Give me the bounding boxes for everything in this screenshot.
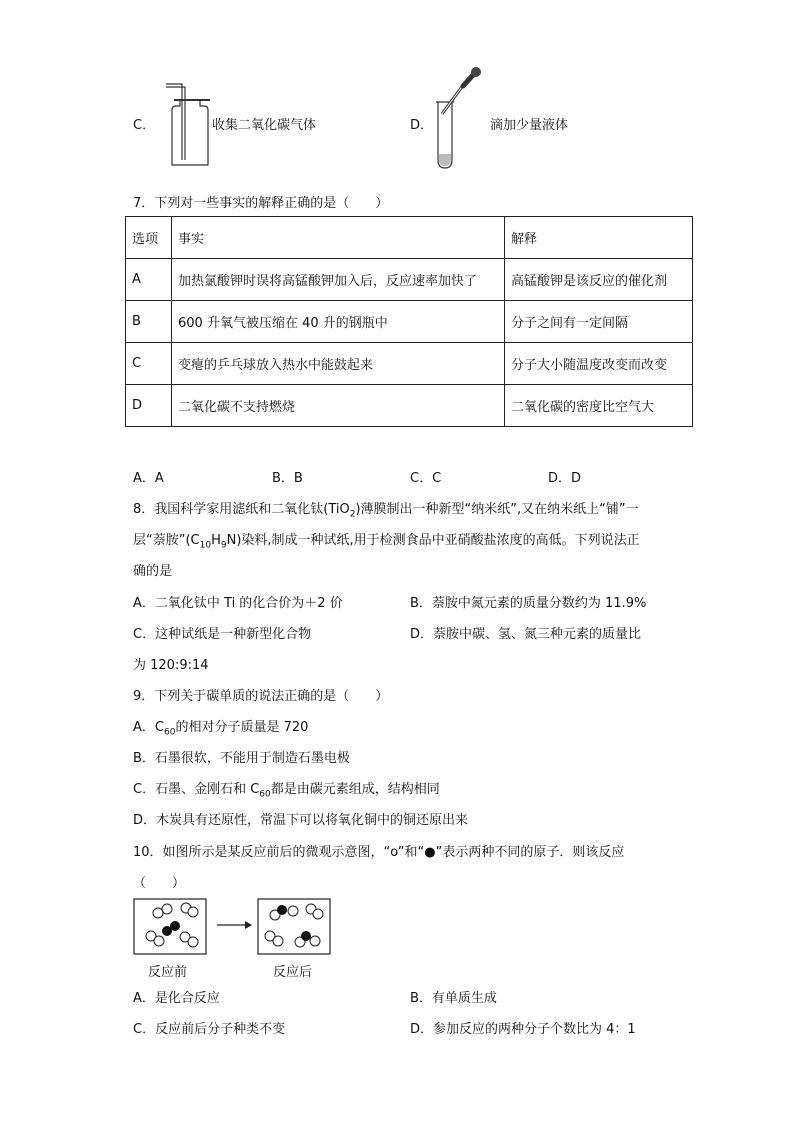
subscript: 60	[163, 727, 176, 738]
header-fact: 事实	[172, 217, 505, 259]
header-explanation: 解释	[505, 217, 693, 259]
label-after-reaction: 反应后	[273, 965, 313, 980]
q10-option-b: B．有单质生成	[410, 991, 497, 1006]
q8-option-c: C．这种试纸是一种新型化合物	[133, 627, 312, 642]
option-c-letter: C．	[133, 118, 156, 133]
q8-stem-line1	[133, 498, 639, 520]
q8-stem-line3: 确的是	[133, 564, 173, 579]
q7-option-b: B．B	[272, 471, 303, 486]
q7-option-c: C．C	[410, 471, 442, 486]
q9-text: 都是由碳元素组成，结构相同	[270, 782, 440, 797]
option-d-text: 滴加少量液体	[490, 118, 569, 133]
table-row	[126, 385, 693, 427]
q10-option-c: C．反应前后分子种类不变	[133, 1022, 286, 1037]
q9-text: C．石墨、金刚石和 C	[133, 782, 260, 797]
dropper-test-tube-diagram	[430, 66, 490, 171]
row-option: D	[126, 385, 172, 427]
reaction-diagram	[133, 898, 333, 958]
table-header-row	[126, 217, 693, 259]
table-row	[126, 259, 693, 301]
q8-text: )薄膜制出一种新型“纳米纸”,又在纳米纸上“铺”一	[355, 502, 639, 517]
label-before-reaction: 反应前	[148, 965, 188, 980]
row-explanation: 高锰酸钾是该反应的催化剂	[505, 259, 693, 301]
q10-option-a: A．是化合反应	[133, 991, 220, 1006]
q8-stem-line2	[133, 529, 640, 551]
q10-blank: （ ）	[133, 876, 186, 891]
option-d-letter: D．	[410, 118, 434, 133]
gas-bottle-diagram	[160, 80, 220, 170]
q10-stem: 10．如图所示是某反应前后的微观示意图，“o”和“●”表示两种不同的原子．则该反应	[133, 845, 625, 860]
facts-table	[125, 216, 693, 427]
q9-option-d: D．木炭具有还原性，常温下可以将氧化铜中的铜还原出来	[133, 813, 469, 828]
q7-option-d: D．D	[548, 471, 582, 486]
q8-option-d: D．萘胺中碳、氢、氮三种元素的质量比	[410, 627, 642, 642]
subscript: 9	[220, 540, 227, 551]
row-option: A	[126, 259, 172, 301]
table-row	[126, 301, 693, 343]
subscript: 2	[349, 509, 356, 520]
option-c-text: 收集二氧化碳气体	[212, 118, 317, 133]
table-row	[126, 343, 693, 385]
q10-option-d: D．参加反应的两种分子个数比为 4：1	[410, 1022, 636, 1037]
row-option: C	[126, 343, 172, 385]
q9-text: A．C	[133, 720, 164, 735]
q7-option-a: A．A	[133, 471, 164, 486]
row-option: B	[126, 301, 172, 343]
q9-option-a	[133, 716, 308, 738]
row-explanation: 分子之间有一定间隔	[505, 301, 693, 343]
row-explanation: 分子大小随温度改变而改变	[505, 343, 693, 385]
q9-option-c	[133, 778, 440, 800]
row-explanation: 二氧化碳的密度比空气大	[505, 385, 693, 427]
subscript: 10	[199, 540, 212, 551]
q9-stem: 9．下列关于碳单质的说法正确的是（ ）	[133, 689, 389, 704]
q8-text: 8．我国科学家用滤纸和二氧化钛(TiO	[133, 502, 350, 517]
q8-text: H	[211, 533, 221, 548]
q8-option-a: A．二氧化钛中 Ti 的化合价为＋2 价	[133, 596, 343, 611]
q8-option-d-continued: 为 120:9:14	[133, 658, 209, 673]
q8-text: 层“萘胺”(C	[133, 533, 200, 548]
subscript: 60	[259, 789, 271, 800]
row-fact: 加热氯酸钾时误将高锰酸钾加入后，反应速率加快了	[172, 259, 505, 301]
header-option: 选项	[126, 217, 172, 259]
q7-stem: 7．下列对一些事实的解释正确的是（ ）	[133, 196, 389, 211]
q9-text: 的相对分子质量是 720	[175, 720, 309, 735]
q8-text: N)染料,制成一种试纸,用于检测食品中亚硝酸盐浓度的高低。下列说法正	[226, 533, 640, 548]
row-fact: 二氧化碳不支持燃烧	[172, 385, 505, 427]
q9-option-b: B．石墨很软，不能用于制造石墨电极	[133, 751, 350, 766]
row-fact: 600 升氧气被压缩在 40 升的钢瓶中	[172, 301, 505, 343]
q8-option-b: B．萘胺中氮元素的质量分数约为 11.9%	[410, 596, 647, 611]
row-fact: 变瘪的乒乓球放入热水中能鼓起来	[172, 343, 505, 385]
